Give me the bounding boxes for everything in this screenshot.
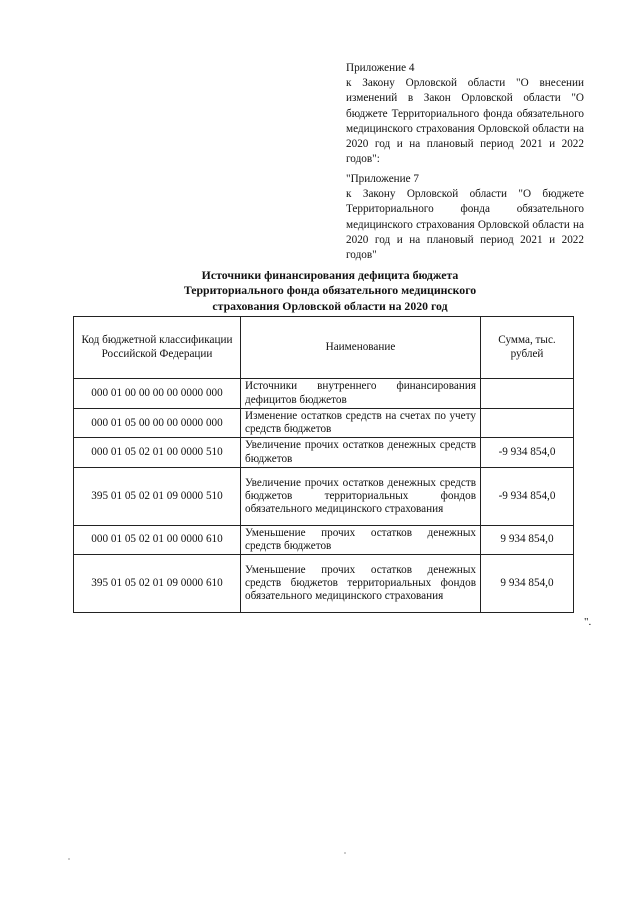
row-sum: -9 934 854,0 bbox=[481, 467, 574, 525]
closing-quote-mark: ". bbox=[584, 616, 592, 628]
row-name: Увеличение прочих остатков денежных средств бюджетов bbox=[241, 438, 481, 467]
row-name: Уменьшение прочих остатков денежных средств бюджетов территориальных фондов обязательного медицинского страхования bbox=[241, 555, 481, 613]
row-name: Источники внутреннего финансирования дефицитов бюджетов bbox=[241, 379, 481, 409]
financing-sources-table bbox=[73, 316, 574, 613]
appendix-7-heading: "Приложение 7 bbox=[346, 173, 420, 185]
row-sum: 9 934 854,0 bbox=[481, 555, 574, 613]
table-row bbox=[74, 409, 574, 438]
row-code: 000 01 05 02 01 00 0000 610 bbox=[74, 525, 241, 554]
scan-speck bbox=[68, 858, 70, 860]
title-line: страхования Орловской области на 2020 год bbox=[212, 298, 448, 313]
row-code: 000 01 05 00 00 00 0000 000 bbox=[74, 409, 241, 438]
row-code: 000 01 00 00 00 00 0000 000 bbox=[74, 379, 241, 409]
row-name: Уменьшение прочих остатков денежных средств бюджетов bbox=[241, 525, 481, 554]
header-name: Наименование bbox=[241, 317, 481, 379]
header-sum: Сумма, тыс. рублей bbox=[481, 317, 574, 379]
row-code: 395 01 05 02 01 09 0000 610 bbox=[74, 555, 241, 613]
appendix-4-heading: Приложение 4 bbox=[346, 62, 415, 74]
row-sum bbox=[481, 409, 574, 438]
row-name: Изменение остатков средств на счетах по учету средств бюджетов bbox=[241, 409, 481, 438]
appendix-7-note bbox=[346, 172, 584, 263]
scan-speck bbox=[344, 852, 346, 854]
table-row bbox=[74, 525, 574, 554]
row-sum: 9 934 854,0 bbox=[481, 525, 574, 554]
row-code: 000 01 05 02 01 00 0000 510 bbox=[74, 438, 241, 467]
table-row bbox=[74, 555, 574, 613]
table-row bbox=[74, 467, 574, 525]
row-code: 395 01 05 02 01 09 0000 510 bbox=[74, 467, 241, 525]
title-line: Источники финансирования дефицита бюджета bbox=[201, 268, 459, 282]
title-line: Территориального фонда обязательного медицинского bbox=[183, 283, 477, 298]
table-row bbox=[74, 438, 574, 467]
appendix-4-text: к Закону Орловской области "О внесении изменений в Закон Орловской области "О бюджете Территориального фонда обязательного медицинского страхования Орловской области на 2020 год и на плановый период 2021 и 2022 годов": bbox=[346, 77, 584, 166]
document-title bbox=[150, 268, 510, 314]
appendix-4-note bbox=[346, 61, 584, 167]
appendix-7-text: к Закону Орловской области "О бюджете Территориального фонда обязательного медицинского страхования Орловской области на 2020 год и на плановый период 2021 и 2022 годов" bbox=[346, 188, 584, 262]
table-row bbox=[74, 379, 574, 409]
row-sum: -9 934 854,0 bbox=[481, 438, 574, 467]
row-name: Увеличение прочих остатков денежных средств бюджетов территориальных фондов обязательного медицинского страхования bbox=[241, 467, 481, 525]
table-header-row bbox=[74, 317, 574, 379]
row-sum bbox=[481, 379, 574, 409]
header-code: Код бюджетной классификации Российской Федерации bbox=[74, 317, 241, 379]
